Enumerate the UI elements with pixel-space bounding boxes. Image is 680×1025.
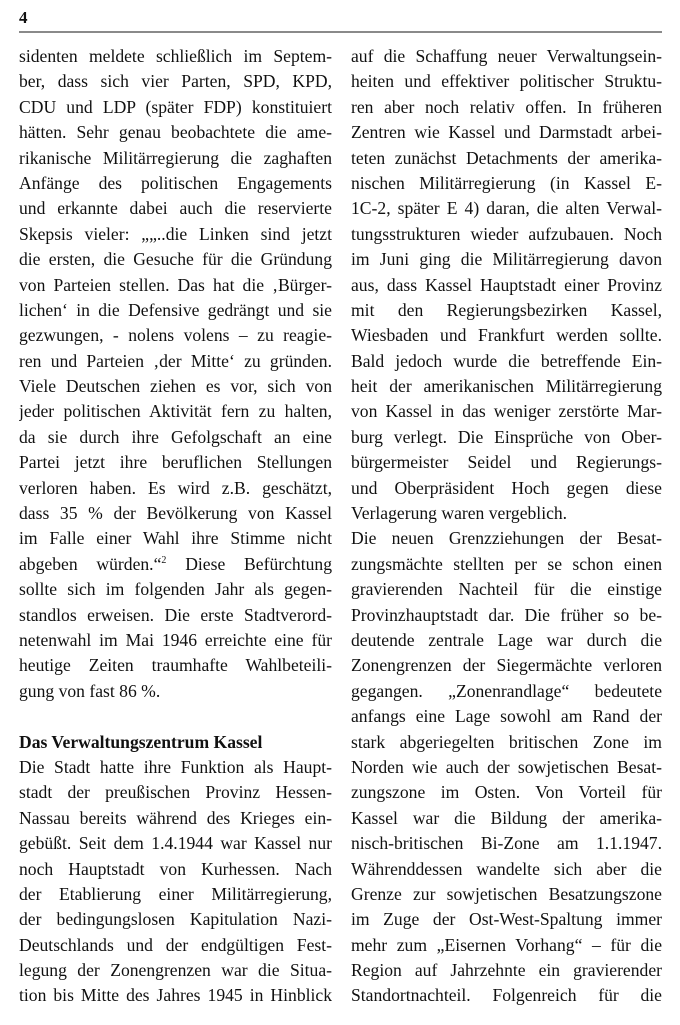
paragraph [19, 755, 332, 1009]
text-line: Währenddessen wandelte sich aber die [351, 858, 662, 879]
text-line: Zentren wie Kassel und Darmstadt arbei- [351, 122, 662, 143]
text-line: rikanische Militärregierung die zaghaften [19, 147, 332, 168]
text-line: heit der amerikanischen Militärregierung [351, 376, 662, 397]
text-line: Region auf Jahrzehnte ein gravierender [351, 960, 662, 981]
text-line: der bedingungslosen Kapitulation Nazi- [19, 909, 332, 930]
text-line: Die Stadt hatte ihre Funktion als Haupt- [19, 756, 332, 777]
text-line: sollte sich im folgenden Jahr als gegen- [19, 579, 332, 600]
section-heading: Das Verwaltungszentrum Kassel [19, 731, 263, 752]
text-line: gegangen. „Zonenrandlage“ bedeutete [351, 680, 662, 701]
text-continuation: Diese Befürchtung [166, 553, 332, 574]
text-line: noch Hauptstadt von Kurhessen. Nach [19, 858, 332, 879]
text-line: lichen‘ in die Defensive gedrängt und sie [19, 299, 332, 320]
quote-end: abgeben würden.“ [19, 553, 162, 574]
paragraph [19, 44, 332, 704]
text-line: legung der Zonengrenzen war die Situa- [19, 960, 332, 981]
text-line: mit den Regierungsbezirken Kassel, [351, 299, 662, 320]
text-line: standlos erweisen. Die erste Stadtverord- [19, 604, 332, 625]
text-line: im Zuge der Ost-West-Spaltung immer [351, 909, 662, 930]
page-number: 4 [19, 8, 28, 27]
text-line: zungsmächte stellten per se schon einen [351, 553, 662, 574]
text-line: ren und Parteien ‚der Mitte‘ zu gründen. [19, 350, 332, 371]
header-rule [19, 31, 662, 33]
paragraph [351, 44, 662, 526]
text-line: und Oberpräsident Hoch gegen diese [351, 477, 662, 498]
right-column [351, 44, 662, 1009]
text-line: gezwungen, - nolens volens – zu reagie- [19, 325, 332, 346]
text-line: tungsstrukturen wieder aufzubauen. Noch [351, 223, 662, 244]
text-line: teten zunächst Detachments der amerika- [351, 147, 662, 168]
text-line: Partei jetzt ihre beruflichen Stellungen [19, 452, 332, 473]
text-line: tion bis Mitte des Jahres 1945 in Hinblick [19, 985, 332, 1006]
blank-line [19, 704, 332, 729]
text-line: Kassel war die Bildung der amerika- [351, 807, 662, 828]
text-line: Wiesbaden und Frankfurt werden sollte. [351, 325, 662, 346]
text-line: Deutschlands und der endgültigen Fest- [19, 934, 332, 955]
text-line: der Etablierung einer Militärregierung, [19, 883, 332, 904]
text-line: von Parteien stellen. Das hat die ‚Bürger- [19, 274, 332, 295]
text-line: Verlagerung waren vergeblich. [351, 503, 568, 524]
text-line [19, 552, 332, 577]
text-line: nischen Militärregierung (in Kassel E- [351, 172, 662, 193]
text-line: mehr zum „Eisernen Vorhang“ – für die [351, 934, 662, 955]
paragraph [351, 526, 662, 1008]
text-line: Bald jedoch wurde die betreffende Ein- [351, 350, 662, 371]
text-line: Grenze zur sowjetischen Besatzungszone [351, 883, 662, 904]
text-line: 1C-2, später E 4) daran, die alten Verwal- [351, 198, 662, 219]
text-line: im Falle einer Wahl ihre Stimme nicht [19, 528, 332, 549]
text-line: CDU und LDP (später FDP) konstituiert [19, 96, 332, 117]
text-line: deutende zentrale Lage war durch die [351, 629, 662, 650]
text-line: die ersten, die Gesuche für die Gründung [19, 249, 332, 270]
text-line: gravierenden Nachteil für die einstige [351, 579, 662, 600]
left-column [19, 44, 332, 1009]
text-line: bürgermeister Seidel und Regierungs- [351, 452, 662, 473]
text-line: Viele Deutschen ziehen es vor, sich von [19, 376, 332, 397]
text-line: im Juni ging die Militärregierung davon [351, 249, 662, 270]
text-line: netenwahl im Mai 1946 erreichte eine für [19, 629, 332, 650]
text-line: jeder politischen Aktivität fern zu halten, [19, 401, 332, 422]
text-line: und erkannte dabei auch die reservierte [19, 198, 332, 219]
text-line: da sie durch ihre Gefolgschaft an eine [19, 426, 332, 447]
text-line: gung von fast 86 %. [19, 680, 161, 701]
text-line: stark abgeriegelten britischen Zone im [351, 731, 662, 752]
text-line: von Kassel in das weniger zerstörte Mar- [351, 401, 662, 422]
text-line: ren aber noch relativ offen. In früheren [351, 96, 662, 117]
text-line: ber, dass sich vier Parten, SPD, KPD, [19, 71, 332, 92]
text-line: verloren haben. Es wird z.B. geschätzt, [19, 477, 332, 498]
text-line: burg verlegt. Die Einsprüche von Ober- [351, 426, 662, 447]
footnote-reference[interactable]: 2 [161, 554, 167, 566]
text-line: dass 35 % der Bevölkerung von Kassel [19, 503, 332, 524]
text-line: aus, dass Kassel Hauptstadt einer Provinz [351, 274, 662, 295]
text-line: nisch-britischen Bi-Zone am 1.1.1947. [351, 833, 662, 854]
text-line: anfangs eine Lage sowohl am Rand der [351, 706, 662, 727]
text-line: gebüßt. Seit dem 1.4.1944 war Kassel nur [19, 833, 332, 854]
text-line: stadt der preußischen Provinz Hessen- [19, 782, 332, 803]
text-line: zungszone im Osten. Von Vorteil für [351, 782, 662, 803]
text-line: Anfänge des politischen Engagements [19, 172, 332, 193]
text-line: hätten. Sehr genau beobachtete die ame- [19, 122, 332, 143]
text-line: Standortnachteil. Folgenreich für die [351, 985, 662, 1006]
text-line: heutige Zeiten traumhafte Wahlbeteili- [19, 655, 332, 676]
text-line: sidenten meldete schließlich im Septem- [19, 46, 332, 66]
text-line: Zonengrenzen der Siegermächte verloren [351, 655, 662, 676]
text-line: auf die Schaffung neuer Verwaltungsein- [351, 46, 662, 66]
text-line: heiten und effektiver politischer Struktu- [351, 71, 662, 92]
text-line: Die neuen Grenzziehungen der Besat- [351, 528, 662, 549]
text-line: Norden wie auch der sowjetischen Besat- [351, 756, 662, 777]
text-line: Nassau bereits während des Krieges ein- [19, 807, 332, 828]
text-line: Provinzhauptstadt dar. Die früher so be- [351, 604, 662, 625]
text-line: Skepsis vieler: „„..die Linken sind jetzt [19, 223, 332, 244]
